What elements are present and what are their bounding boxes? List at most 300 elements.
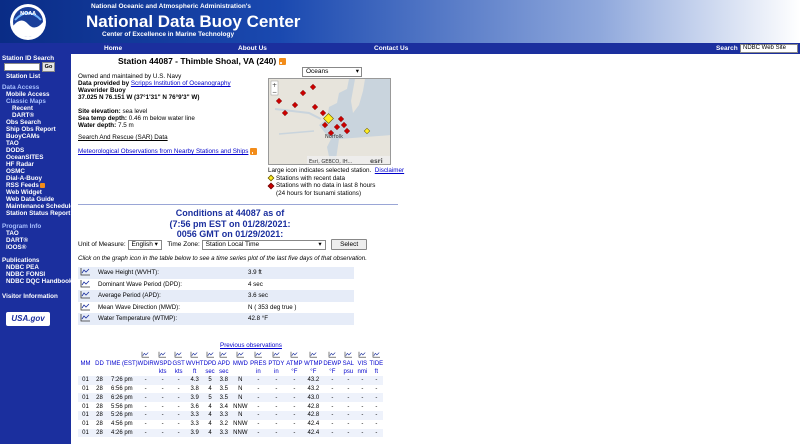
column-unit: kts: [174, 369, 183, 376]
graph-icon-cell: [285, 351, 303, 360]
publications-heading: Publications: [2, 257, 40, 264]
table-cell: -: [355, 429, 369, 438]
table-cell: 01: [82, 421, 89, 428]
table-cell: -: [172, 393, 186, 402]
water-depth-value: 7.5 m: [118, 122, 134, 129]
table-cell: -: [331, 385, 334, 392]
obs-label: Dominant Wave Period (DPD):: [98, 280, 183, 288]
column-unit: ft: [374, 369, 379, 376]
table-cell: NNW: [233, 403, 248, 410]
column-unit: °F: [329, 369, 336, 376]
graph-icon-cell: [369, 351, 383, 360]
table-cell: -: [172, 376, 186, 385]
sidebar-item-dart[interactable]: DART®: [12, 112, 35, 119]
table-cell: 28: [93, 393, 106, 402]
graph-icon-cell: [267, 351, 285, 360]
divider: [78, 204, 398, 205]
sidebar-item-osmc[interactable]: OSMC: [6, 168, 25, 175]
table-cell: 42.4: [307, 421, 320, 428]
table-cell: -: [177, 403, 180, 410]
column-unit: sec: [219, 369, 229, 376]
column-unit: °F: [291, 369, 298, 376]
elevation-label: Site elevation:: [78, 108, 121, 115]
column-unit: sec: [205, 369, 215, 376]
graph-icon[interactable]: [236, 351, 245, 358]
column-header[interactable]: MM: [80, 361, 91, 368]
graph-icon[interactable]: [190, 351, 199, 358]
sidebar-item-mobile-access[interactable]: Mobile Access: [6, 91, 50, 98]
table-cell: -: [369, 376, 383, 385]
graph-icon[interactable]: [158, 351, 167, 358]
column-unit: psu: [343, 369, 354, 376]
water-depth-label: Water depth:: [78, 122, 117, 129]
svg-text:+: +: [271, 82, 278, 89]
map-legend: [268, 167, 404, 197]
table-cell: 7:26 pm: [106, 376, 138, 385]
nav-home-link[interactable]: Home: [104, 45, 123, 52]
table-cell: -: [347, 421, 350, 428]
graph-cell: [78, 267, 96, 279]
table-cell: -: [341, 376, 355, 385]
graph-icon[interactable]: [309, 351, 318, 358]
table-cell: 28: [96, 403, 103, 410]
previous-observations-link[interactable]: Previous observations: [220, 342, 282, 349]
sidebar-item-tao[interactable]: TAO: [6, 140, 19, 147]
met-observations: [78, 148, 257, 155]
graph-icon-cell: [249, 351, 267, 360]
graph-icon-cell: [93, 351, 106, 360]
table-cell: -: [154, 429, 172, 438]
table-cell: -: [293, 421, 296, 428]
current-observations-table: [78, 267, 354, 325]
nav-search-label: Search: [716, 45, 738, 52]
graph-icon[interactable]: [80, 290, 91, 299]
graph-icon-cell: [204, 351, 217, 360]
table-cell: 3.5: [216, 393, 231, 402]
table-cell: 3.3: [216, 429, 231, 438]
column-unit: in: [256, 369, 261, 376]
table-cell: -: [257, 385, 260, 392]
legend-nodata2: (24 hours for tsunami stations): [276, 189, 362, 197]
column-header[interactable]: APD: [217, 361, 231, 368]
table-cell: -: [285, 429, 303, 438]
sidebar-item-program-dart[interactable]: DART®: [6, 237, 29, 244]
sidebar-item-program-tao[interactable]: TAO: [6, 230, 19, 237]
graph-cell: [78, 279, 96, 291]
table-cell: 01: [78, 411, 93, 420]
column-header[interactable]: SAL: [342, 361, 355, 368]
table-cell: -: [355, 393, 369, 402]
table-cell: 4:56 pm: [110, 421, 133, 428]
table-cell: -: [331, 403, 334, 410]
timezone-label: Time Zone:: [167, 241, 200, 249]
column-unit: [78, 369, 93, 376]
table-cell: -: [323, 411, 341, 420]
table-cell: -: [275, 403, 278, 410]
table-cell: -: [161, 403, 164, 410]
graph-icon[interactable]: [372, 351, 381, 358]
graph-icon[interactable]: [80, 279, 91, 288]
table-cell: 01: [82, 385, 89, 392]
table-cell: -: [144, 421, 147, 428]
sidebar-item-maintenance-schedule[interactable]: Maintenance Schedule: [6, 203, 74, 210]
graph-icon-cell: [154, 351, 172, 360]
table-cell: 28: [93, 376, 106, 385]
sidebar-item-ndbc-pea[interactable]: NDBC PEA: [6, 264, 39, 271]
table-cell: -: [341, 393, 355, 402]
obs-label: Water Temperature (WTMP):: [96, 313, 246, 325]
table-cell: 01: [78, 429, 93, 438]
conditions-line3: 0056 GMT on 01/29/2021:: [176, 229, 284, 239]
column-unit: [138, 369, 154, 376]
table-cell: -: [355, 411, 369, 420]
table-cell: -: [177, 385, 180, 392]
column-header[interactable]: VIS: [357, 361, 368, 368]
sidebar-item-oceansites[interactable]: OceanSITES: [6, 154, 44, 161]
table-cell: 01: [78, 393, 93, 402]
table-cell: 01: [78, 376, 93, 385]
table-cell: 5:56 pm: [110, 403, 133, 410]
table-cell: 4.3: [186, 376, 204, 385]
table-cell: 3.6: [190, 403, 199, 410]
column-header[interactable]: DPD: [203, 361, 217, 368]
sidebar-item-web-data-guide[interactable]: Web Data Guide: [6, 196, 55, 203]
station-map[interactable]: [268, 78, 391, 165]
site-header: [0, 0, 800, 43]
station-sea-temp: [78, 115, 195, 122]
sidebar-item-buoycams[interactable]: BuoyCAMs: [6, 133, 40, 140]
select-button[interactable]: Select: [331, 239, 367, 250]
map-layer-value: Oceans: [306, 68, 329, 75]
table-cell: 6:26 pm: [106, 393, 138, 402]
column-header[interactable]: WVHT: [185, 361, 204, 368]
table-cell: 4:26 pm: [106, 429, 138, 438]
visitor-information-link[interactable]: Visitor Information: [2, 293, 58, 300]
obs-label: Mean Wave Direction (MWD):: [98, 303, 180, 311]
column-header[interactable]: TIDE: [369, 361, 384, 368]
table-cell: -: [361, 421, 364, 428]
go-button[interactable]: Go: [42, 62, 55, 72]
table-cell: -: [369, 393, 383, 402]
legend-line1: [268, 167, 404, 175]
sidebar-item-program-ioos[interactable]: IOOS®: [6, 244, 27, 251]
station-buoy-type: Waverider Buoy: [78, 87, 126, 94]
table-row: [78, 411, 383, 420]
table-row: [78, 302, 354, 314]
graph-icon-cell: [303, 351, 323, 360]
table-cell: -: [361, 385, 364, 392]
agency-name: National Oceanic and Atmospheric Administration's: [91, 3, 251, 10]
table-row: [78, 429, 383, 438]
table-cell: 4: [208, 385, 212, 392]
table-row: [78, 313, 354, 325]
yellow-diamond-icon: [268, 175, 275, 182]
table-cell: -: [138, 393, 154, 402]
table-cell: 5: [204, 376, 217, 385]
logo-text: NOAA: [19, 11, 37, 17]
table-cell: -: [285, 411, 303, 420]
table-cell: -: [267, 411, 285, 420]
column-header[interactable]: PRES: [250, 361, 267, 368]
column-unit: [106, 369, 138, 376]
top-nav: [0, 43, 800, 54]
graph-icon[interactable]: [344, 351, 353, 358]
table-cell: N: [238, 385, 243, 392]
sidebar-item-station-status-report[interactable]: Station Status Report: [6, 210, 71, 217]
station-id-input[interactable]: [4, 63, 40, 71]
red-diamond-icon: [268, 182, 275, 189]
nav-contact-link[interactable]: Contact Us: [374, 45, 409, 52]
map-attribution: Esri, GEBCO, IH...: [309, 159, 353, 165]
station-position: 37.025 N 76.151 W (37°1'31" N 76°9'3" W): [78, 94, 200, 101]
obs-value: N ( 353 deg true ): [248, 303, 297, 311]
graph-icon-cell: [186, 351, 204, 360]
table-cell: -: [275, 385, 278, 392]
table-cell: -: [249, 393, 267, 402]
legend-nodata: [268, 182, 404, 190]
map-canvas: [269, 79, 391, 165]
rss-icon: [40, 183, 45, 188]
column-header[interactable]: DEWP: [323, 361, 342, 368]
chevron-down-icon: ▾: [318, 240, 322, 248]
usagov-logo[interactable]: USA.gov: [6, 312, 50, 326]
station-title-text: Station 44087 - Thimble Shoal, VA (240): [118, 56, 277, 66]
table-cell: -: [138, 429, 154, 438]
table-cell: -: [293, 385, 296, 392]
sidebar-item-dial-a-buoy[interactable]: Dial-A-Buoy: [6, 175, 43, 182]
timezone-select[interactable]: [202, 240, 326, 250]
table-cell: 6:56 pm: [110, 385, 133, 392]
graph-icon[interactable]: [290, 351, 299, 358]
table-cell: -: [267, 429, 285, 438]
column-unit: ft: [193, 369, 197, 376]
legend-recent: [268, 175, 404, 183]
table-cell: 3.9: [186, 393, 204, 402]
column-unit: in: [274, 369, 279, 376]
table-cell: 4: [208, 403, 212, 410]
met-observations-link[interactable]: Meteorological Observations from Nearby Stations and Ships: [78, 148, 249, 156]
sidebar-item-obs-search[interactable]: Obs Search: [6, 119, 41, 126]
rss-icon[interactable]: [250, 148, 257, 155]
column-header[interactable]: DD: [95, 361, 104, 368]
table-cell: -: [285, 393, 303, 402]
table-row: [78, 420, 383, 429]
table-cell: N: [231, 411, 249, 420]
elevation-value: sea level: [122, 108, 148, 115]
legend-selected-text: Large icon indicates selected station.: [268, 167, 372, 174]
column-header[interactable]: WDIR: [137, 361, 154, 368]
graph-icon[interactable]: [328, 351, 337, 358]
table-cell: -: [375, 385, 378, 392]
sidebar-item-recent[interactable]: Recent: [12, 105, 33, 112]
nav-about-link[interactable]: About Us: [238, 45, 267, 52]
provided-prefix: Data provided by: [78, 80, 130, 87]
map-layer-select[interactable]: [302, 67, 362, 77]
chevron-down-icon: ▾: [154, 240, 158, 248]
sidebar-item-web-widget[interactable]: Web Widget: [6, 189, 42, 196]
table-cell: -: [257, 403, 260, 410]
site-tagline: Center of Excellence in Marine Technology: [102, 31, 235, 38]
conditions-line1: Conditions at 44087 as of: [175, 208, 285, 218]
noaa-logo[interactable]: [5, 2, 51, 42]
table-cell: -: [369, 429, 383, 438]
table-cell: 3.8: [216, 376, 231, 385]
table-row: [78, 376, 383, 385]
table-cell: -: [285, 376, 303, 385]
table-cell: 28: [96, 421, 103, 428]
table-cell: 28: [96, 385, 103, 392]
table-row: [78, 385, 383, 394]
table-cell: 3.3: [216, 411, 231, 420]
graph-icon[interactable]: [80, 302, 91, 311]
table-cell: 3.3: [190, 421, 199, 428]
table-cell: NNW: [233, 429, 248, 436]
sea-temp-label: Sea temp depth:: [78, 115, 127, 122]
table-cell: -: [331, 421, 334, 428]
table-cell: 43.2: [307, 385, 320, 392]
column-header[interactable]: WSPD: [153, 361, 172, 368]
table-cell: 3.4: [219, 403, 229, 410]
table-cell: 4: [204, 429, 217, 438]
table-cell: 42.8: [303, 411, 323, 420]
table-cell: 3.9: [186, 429, 204, 438]
column-header[interactable]: TIME (EST): [106, 361, 138, 368]
previous-observations-table: [78, 351, 383, 437]
table-cell: -: [257, 421, 260, 428]
table-cell: -: [172, 411, 186, 420]
graph-icon-cell: [106, 351, 138, 360]
station-water-depth: [78, 122, 134, 129]
table-cell: -: [293, 403, 296, 410]
column-unit: nmi: [357, 369, 368, 376]
graph-icon[interactable]: [254, 351, 263, 358]
graph-icon[interactable]: [174, 351, 183, 358]
graph-icon[interactable]: [358, 351, 367, 358]
sar-data-link[interactable]: Search And Rescue (SAR) Data: [78, 134, 168, 141]
column-header[interactable]: ATMP: [286, 361, 303, 368]
table-cell: NNW: [233, 421, 248, 428]
column-unit: [93, 369, 106, 376]
sidebar-item-classic-maps[interactable]: Classic Maps: [6, 98, 46, 105]
obs-value: 3.9 ft: [246, 267, 354, 279]
graph-icon-cell: [138, 351, 154, 360]
sidebar-item-dods[interactable]: DODS: [6, 147, 25, 154]
sidebar: [0, 54, 74, 444]
table-cell: 3.5: [219, 385, 229, 392]
site-title[interactable]: National Data Buoy Center: [86, 12, 301, 31]
provider-link[interactable]: Scripps Institution of Oceanography: [130, 80, 231, 87]
sidebar-item-dqc-handbook[interactable]: NDBC DQC Handbook: [6, 278, 73, 285]
table-cell: 4: [204, 411, 217, 420]
table-cell: N: [231, 376, 249, 385]
column-unit: [231, 369, 249, 376]
table-cell: -: [375, 403, 378, 410]
graph-icon[interactable]: [80, 267, 91, 276]
column-unit: °F: [310, 369, 317, 376]
svg-text:−: −: [271, 89, 278, 96]
sidebar-item-ndbc-fonsi[interactable]: NDBC FONSI: [6, 271, 46, 278]
graph-icon[interactable]: [272, 351, 281, 358]
table-cell: -: [249, 376, 267, 385]
table-cell: -: [347, 385, 350, 392]
graph-icon[interactable]: [80, 313, 91, 322]
graph-cell: [78, 290, 96, 302]
chevron-down-icon: ▾: [355, 68, 359, 75]
unit-controls: [78, 239, 367, 250]
table-cell: -: [267, 393, 285, 402]
graph-cell: [78, 302, 96, 314]
table-cell: -: [154, 393, 172, 402]
column-header[interactable]: WTMP: [304, 361, 323, 368]
table-row: [78, 267, 354, 279]
sidebar-item-rss-feeds[interactable]: [6, 182, 45, 189]
rss-feeds-label: RSS Feeds: [6, 182, 39, 189]
table-cell: -: [161, 421, 164, 428]
table-cell: -: [249, 411, 267, 420]
table-cell: 42.4: [303, 429, 323, 438]
site-search-input[interactable]: NDBC Web Site: [740, 44, 798, 53]
table-cell: 42.8: [307, 403, 320, 410]
table-cell: 43.2: [303, 376, 323, 385]
station-search-heading: Station ID Search: [2, 55, 55, 62]
legend-recent-text: Stations with recent data: [276, 174, 345, 182]
column-header[interactable]: MWD: [232, 361, 248, 368]
map-label-norfolk: Norfolk: [325, 134, 343, 140]
table-cell: -: [323, 429, 341, 438]
sidebar-item-hf-radar[interactable]: HF Radar: [6, 161, 34, 168]
table-cell: -: [375, 421, 378, 428]
table-cell: -: [369, 411, 383, 420]
legend-nodata-text: Stations with no data in last 8 hours: [276, 182, 376, 190]
unit-value: English: [131, 240, 153, 248]
unit-select[interactable]: [128, 240, 162, 250]
conditions-line2: (7:56 pm EST on 01/28/2021:: [169, 218, 291, 229]
graph-icon-cell: [172, 351, 186, 360]
table-cell: 28: [93, 429, 106, 438]
graph-icon-row: [78, 351, 383, 360]
graph-icon-cell: [323, 351, 341, 360]
graph-icon[interactable]: [141, 351, 150, 358]
table-row: [78, 279, 354, 291]
obs-value: 3.6 sec: [246, 290, 354, 302]
header-row: [78, 360, 383, 369]
units-row: [78, 369, 383, 376]
data-access-heading: Data Access: [2, 84, 40, 91]
table-row: [78, 290, 354, 302]
rss-icon[interactable]: [279, 58, 286, 65]
graph-icon-cell: [355, 351, 369, 360]
program-info-heading: Program Info: [2, 223, 42, 230]
table-cell: 01: [82, 403, 89, 410]
station-list-link[interactable]: Station List: [6, 73, 41, 80]
table-cell: -: [177, 421, 180, 428]
table-cell: -: [144, 385, 147, 392]
station-title: [118, 56, 286, 66]
sidebar-item-ship-obs-report[interactable]: Ship Obs Report: [6, 126, 56, 133]
timezone-value: Station Local Time: [205, 240, 260, 248]
graph-icon[interactable]: [206, 351, 215, 358]
table-cell: 43.0: [303, 393, 323, 402]
disclaimer-link[interactable]: Disclaimer: [374, 167, 405, 174]
table-cell: -: [249, 429, 267, 438]
table-cell: 4: [208, 421, 212, 428]
table-cell: -: [323, 376, 341, 385]
column-header[interactable]: PTDY: [268, 361, 285, 368]
table-cell: 28: [93, 411, 106, 420]
column-unit: kts: [158, 369, 167, 376]
column-header[interactable]: GST: [172, 361, 185, 368]
graph-icon[interactable]: [219, 351, 228, 358]
